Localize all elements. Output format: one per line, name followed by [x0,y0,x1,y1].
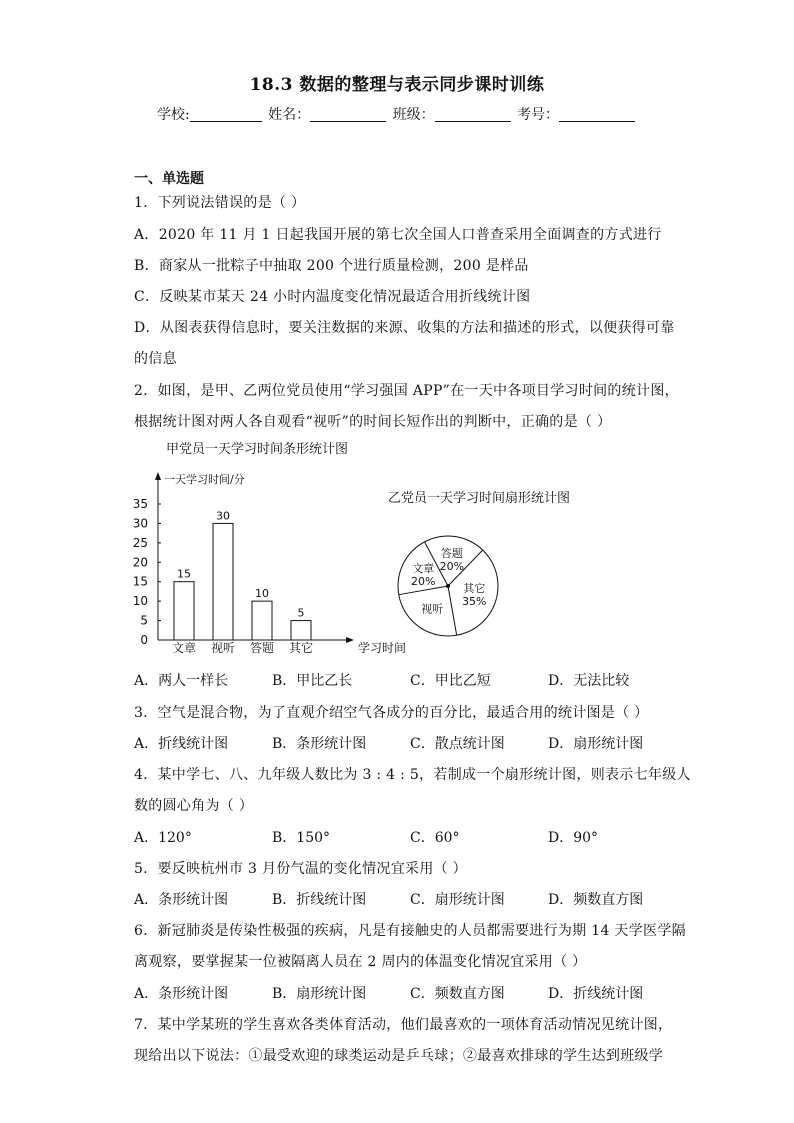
q3-option-c: C．散点统计图 [410,736,505,752]
q6-option-d: D．折线统计图 [548,986,644,1002]
exam-number-blank [559,107,635,122]
section-heading: 一、单选题 [134,171,204,187]
q5-option-a: A．条形统计图 [134,892,229,908]
pie-center-dot [446,584,450,588]
pie-slice-name: 视听 [421,602,444,616]
y-axis-arrow-icon [155,472,161,480]
q2-figure [120,436,640,666]
pie-slice-name: 文章 [412,561,435,575]
q5-options [134,889,664,909]
q4-options [134,827,664,847]
pie-slice-name: 答题 [440,546,463,560]
bar-1 [174,582,194,640]
q2-option-c: C．甲比乙短 [410,673,491,689]
school-blank [190,107,262,122]
bar-value-label: 15 [177,567,191,581]
q1-stem: 1．下列说法错误的是（ ） [134,195,306,211]
pie-slice-name: 其它 [463,582,486,596]
y-tick-label: 35 [132,497,148,511]
bar-4 [291,621,311,640]
bar-category-label: 答题 [249,641,275,655]
q2-options [134,670,664,690]
q3-options [134,733,664,753]
school-label: 学校: [156,107,190,123]
name-label: 姓名： [268,107,311,123]
bar-3 [252,601,272,640]
q2-option-b: B．甲比乙长 [272,673,353,689]
q4-option-c: C．60° [410,830,460,846]
bar-chart-xlabel: 学习时间 [358,641,407,655]
q1-option-b: B．商家从一批粽子中抽取 200 个进行质量检测，200 是样品 [134,258,529,274]
x-axis-arrow-icon [346,637,354,643]
bar-category-label: 视听 [210,641,236,655]
q5-stem: 5．要反映杭州市 3 月份气温的变化情况宜采用（ ） [134,861,467,877]
q2-stem-line1: 2．如图，是甲、乙两位党员使用“学习强国 APP”在一天中各项目学习时间的统计图， [134,383,679,399]
q5-option-c: C．扇形统计图 [410,892,505,908]
q6-stem-line2: 离观察，要掌握某一位被隔离人员在 2 周内的体温变化情况宜采用（ ） [134,954,587,970]
bar-value-label: 5 [297,606,305,620]
y-tick-label: 15 [132,574,148,589]
q5-option-d: D．频数直方图 [548,892,644,908]
y-tick-label: 20 [132,555,148,570]
q2-option-d: D．无法比较 [548,673,630,689]
y-tick-label: 25 [132,535,148,550]
q3-option-b: B．条形统计图 [272,736,367,752]
q1-option-d-cont: 的信息 [134,351,177,367]
q6-stem-line1: 6．新冠肺炎是传染性极强的疾病，凡是有接触史的人员都需要进行为期 14 天学医学隔 [134,923,686,939]
pie-slice-percent: 20% [411,574,436,588]
q4-option-a: A．120° [134,830,192,846]
q6-option-b: B．扇形统计图 [272,986,367,1002]
y-tick-label: 30 [132,516,148,531]
q4-option-d: D．90° [548,830,599,846]
pie-slice-percent: 20% [439,559,465,573]
bar-chart-ylabel: 一天学习时间/分 [164,473,245,486]
q4-stem-line1: 4．某中学七、八、九年级人数比为 3 : 4 : 5，若制成一个扇形统计图，则表示七年级人 [134,767,691,783]
q6-options [134,983,664,1003]
q1-option-c: C．反映某市某天 24 小时内温度变化情况最适合用折线统计图 [134,289,531,305]
q7-stem-line2: 现给出以下说法：①最受欢迎的球类运动是乒乓球；②最喜欢排球的学生达到班级学 [134,1048,664,1064]
q3-option-a: A．折线统计图 [134,736,229,752]
q3-stem: 3．空气是混合物，为了直观介绍空气各成分的百分比，最适合用的统计图是（ ） [134,705,649,721]
bar-chart-title: 甲党员一天学习时间条形统计图 [166,442,349,457]
y-tick-label: 0 [140,633,148,647]
q4-stem-line2: 数的圆心角为（ ） [134,798,254,814]
exam-number-label: 考号： [517,107,560,123]
q4-option-b: B．150° [272,830,331,846]
bar-category-label: 其它 [288,641,314,655]
bar-2 [213,523,233,640]
q2-option-a: A．两人一样长 [134,673,229,689]
q6-option-c: C．频数直方图 [410,986,505,1002]
pie-slice-percent: 35% [462,595,487,609]
bar-value-label: 10 [255,587,269,601]
q3-option-d: D．扇形统计图 [548,736,644,752]
q1-option-d: D．从图表获得信息时，要关注数据的来源、收集的方法和描述的形式，以便获得可靠 [134,320,675,336]
page-title: 18.3 数据的整理与表示同步课时训练 [249,75,545,95]
name-blank [310,107,386,122]
q2-stem-line2: 根据统计图对两人各自观看“视听”的时间长短作出的判断中，正确的是（ ） [134,414,612,430]
bar-value-label: 30 [216,509,230,523]
q1-option-a: A．2020 年 11 月 1 日起我国开展的第七次全国人口普查采用全面调查的方式进行 [134,227,662,243]
pie-chart-title: 乙党员一天学习时间扇形统计图 [388,491,571,506]
class-blank [435,107,511,122]
y-tick-label: 10 [132,594,148,609]
q5-option-b: B．折线统计图 [272,892,367,908]
bar-category-label: 文章 [171,641,197,655]
class-label: 班级： [392,107,435,123]
q7-stem-line1: 7．某中学某班的学生喜欢各类体育活动，他们最喜欢的一项体育活动情况见统计图， [134,1017,673,1033]
q6-option-a: A．条形统计图 [134,986,229,1002]
y-tick-label: 5 [140,613,148,628]
student-info-line [0,104,794,124]
